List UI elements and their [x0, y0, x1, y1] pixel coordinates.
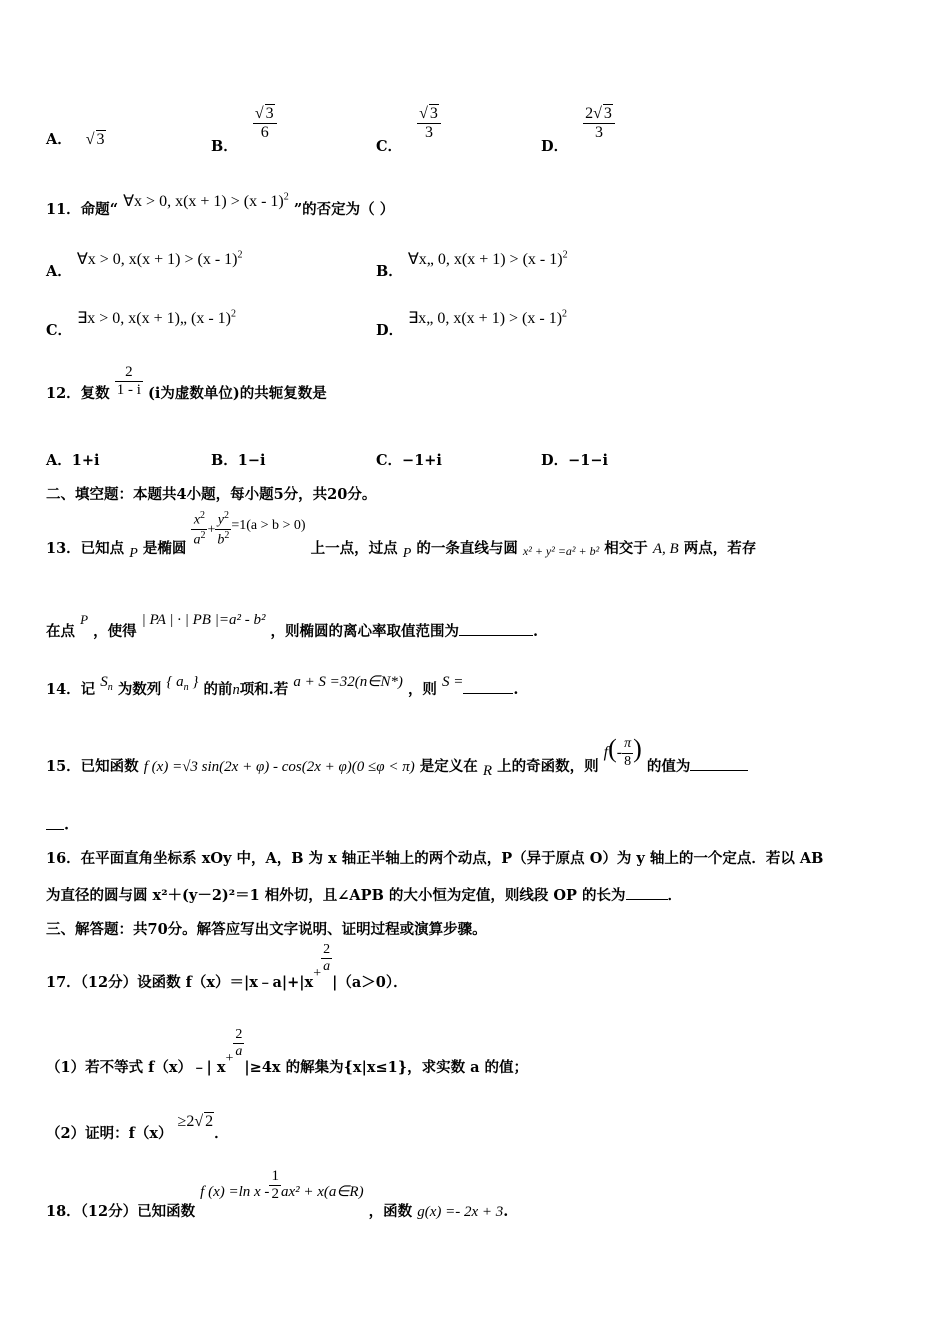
- q10-option-b: B． $\frac{√ 3}{6}$: [211, 104, 277, 143]
- q14-stem: 14．记 $S_n$ 为数列 { $a_n$ } 的前n项和.若 a + S =32(n∈N*) ，则 S = .: [46, 674, 519, 698]
- q11-stem: 11．命题“ ∀x > 0, x(x + 1) > (x - 1)$^2$ ”的否定为（ ）: [46, 191, 395, 218]
- section-2-heading: 二、填空题：本题共4小题，每小题5分，共20分。: [46, 486, 377, 503]
- q13-line-1: 13．已知点 P 是椭圆 $\frac{x^2}{a^2}$ + $\frac{y^2}{b^2}$ =1(a > b > 0) 上一点，过点 P 的一条直线与圆 $_{x^2 + y^2 =a^2 + b^2}$ 相交于 A, B 两点，若存: [46, 510, 757, 562]
- q11-option-c: C． ∃x > 0, x(x + 1)„ (x - 1)$^2$: [46, 308, 237, 339]
- q16-line-2: 为直径的圆与圆 x²＋(y－2)²＝1 相外切，且∠APB 的大小恒为定值，则线段 OP 的长为 ．: [46, 884, 682, 905]
- q15-stem: 15．已知函数 f (x) =√3 sin(2x + φ) - cos(2x + φ)(0 ≤φ < π) 是定义在 R 上的奇函数，则 f(- $\frac{\pi}{8}$ ) 的值为: [46, 734, 748, 770]
- q10-a-value: 3: [96, 131, 105, 148]
- q15-answer-blank[interactable]: [690, 756, 748, 772]
- q10-option-d: D． $\frac{2√ 3}{3}$: [541, 104, 615, 143]
- q12-option-a: A．1+i: [46, 452, 100, 469]
- q12-option-d: D．−1−i: [541, 452, 608, 469]
- q10-option-c: C． $\frac{√ 3}{3}$: [376, 104, 441, 143]
- q12-option-c: C．−1+i: [376, 452, 442, 469]
- q13-line-2: 在点 P ，使得 | PA | · | PB |=a² - b² ，则椭圆的离心率取值范围为 .: [46, 612, 539, 640]
- q17-part-1: （1）若不等式 f（x）﹣| x+ $\frac{2}{a}$ |≥4x 的解集为{x|x≤1}，求实数 a 的值；: [46, 1027, 529, 1076]
- q12-stem: 12．复数 $\frac{2}{1 - i}$ (i为虚数单位)的共轭复数是: [46, 364, 327, 402]
- q14-answer-blank[interactable]: [463, 679, 513, 695]
- q15-line-2: .: [46, 814, 69, 834]
- q18-stem: 18．（12分）已知函数 f (x) =ln x - $\frac{1}{2}$ ax² + x(a∈R) ，函数 g(x) =- 2x + 3.: [46, 1168, 509, 1220]
- q15-answer-blank-cont[interactable]: [46, 814, 64, 830]
- q11-option-d: D． ∃x„ 0, x(x + 1) > (x - 1)$^2$: [376, 308, 568, 339]
- q16-answer-blank[interactable]: [626, 885, 668, 901]
- q11-option-b: B． ∀x„ 0, x(x + 1) > (x - 1)$^2$: [376, 249, 568, 280]
- section-3-heading: 三、解答题：共70分。解答应写出文字说明、证明过程或演算步骤。: [46, 921, 487, 938]
- q17-part-2: （2）证明：f（x） ≥2√ 2．: [46, 1113, 229, 1142]
- q17-stem: 17．（12分）设函数 f（x）＝|x﹣a|+|x+ $\frac{2}{a}$ |（a＞0）．: [46, 942, 408, 991]
- q16-line-1: 16．在平面直角坐标系 xOy 中，A，B 为 x 轴正半轴上的两个动点，P（异于原点 O）为 y 轴上的一个定点．若以 AB: [46, 850, 824, 867]
- q11-option-a: A． ∀x > 0, x(x + 1) > (x - 1)$^2$: [46, 249, 243, 280]
- q10-option-a: A． √ 3: [46, 131, 105, 148]
- q13-answer-blank[interactable]: [459, 621, 533, 637]
- q12-option-b: B．1−i: [211, 452, 266, 469]
